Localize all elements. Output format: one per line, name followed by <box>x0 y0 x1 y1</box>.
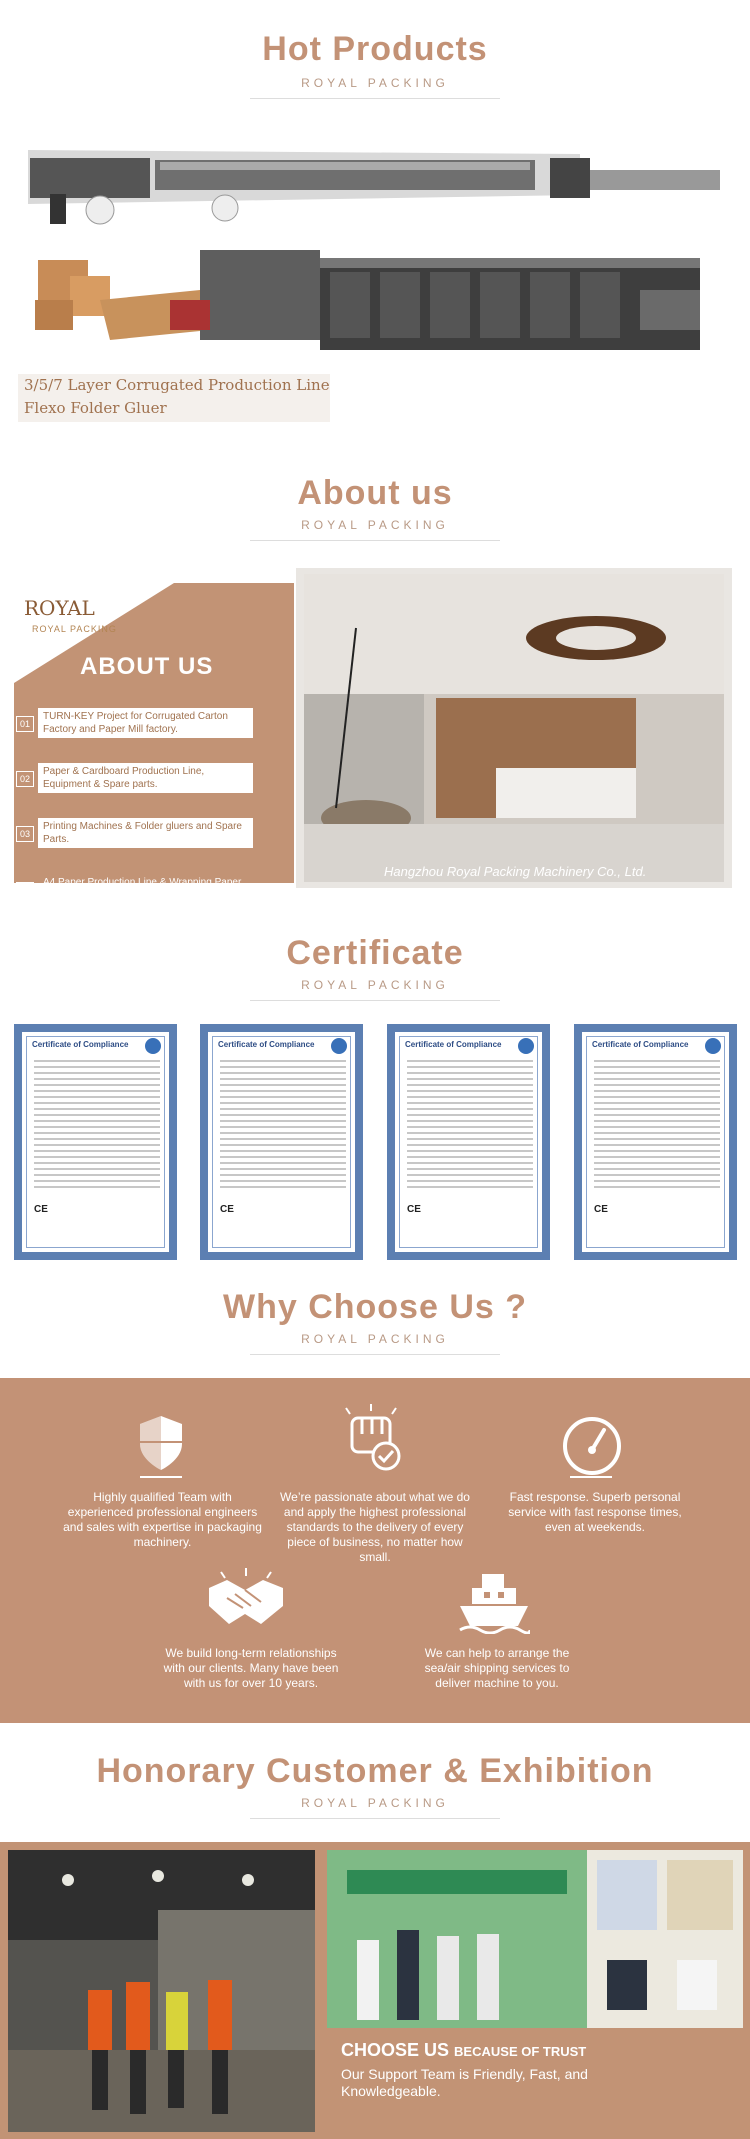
why-item-1: Highly qualified Team with experienced professional engineers and sales with expertise in packaging machinery. <box>63 1490 262 1549</box>
office-photo-caption: Hangzhou Royal Packing Machinery Co., Ltd. <box>384 864 647 879</box>
honorary-subtitle: ROYAL PACKING <box>301 1796 449 1810</box>
about-title: About us <box>297 474 453 512</box>
certificate-subtitle: ROYAL PACKING <box>301 978 449 992</box>
hot-products-subtitle: ROYAL PACKING <box>301 76 449 90</box>
why-divider <box>250 1354 500 1355</box>
choose-us-panel <box>327 2032 743 2132</box>
certificate-card-2: Certificate of Compliance CE <box>200 1024 363 1260</box>
fist-check-icon <box>338 1402 408 1476</box>
certificate-card-3: Certificate of Compliance CE <box>387 1024 550 1260</box>
certificate-card-4: Certificate of Compliance CE <box>574 1024 737 1260</box>
certificate-title: Certificate <box>286 934 464 972</box>
royal-logo: ROYAL <box>24 596 95 620</box>
office-lobby-photo <box>296 568 732 888</box>
cert-logo-icon <box>145 1038 161 1054</box>
why-item-5: We can help to arrange the sea/air shipping services to deliver machine to you. <box>424 1646 570 1690</box>
ship-icon <box>458 1570 530 1634</box>
handshake-icon <box>205 1568 287 1632</box>
royal-logo-sub: ROYAL PACKING <box>32 624 117 634</box>
hot-products-divider <box>250 98 500 99</box>
caption-line-2: Flexo Folder Gluer <box>24 399 167 417</box>
why-subtitle: ROYAL PACKING <box>301 1332 449 1346</box>
honorary-panel <box>0 1842 750 2139</box>
why-item-3: Fast response. Superb personal service with fast response times, even at weekends. <box>508 1490 682 1534</box>
about-panel: ROYAL ROYAL PACKING ABOUT US 01 TURN-KEY Project for Corrugated Carton Factory and Paper Mill factory. 02 Paper & Cardboard Production Line, Equipment & Spare parts. 03 Printing Machines & Folder gluers and Spare Parts. 04 A4 Paper Production Line & Wrapping Paper Roll. Hangzhou Royal Packing Machinery Co., Ltd. <box>14 568 732 898</box>
speedometer-icon <box>560 1414 624 1478</box>
factory-visit-photo <box>8 1850 315 2132</box>
certificate-divider <box>250 1000 500 1001</box>
cert-logo-icon <box>518 1038 534 1054</box>
certificate-card-1: Certificate of Compliance CE <box>14 1024 177 1260</box>
choose-us-text: Our Support Team is Friendly, Fast, and Knowledgeable. <box>341 2066 588 2099</box>
production-line-image <box>20 140 720 380</box>
why-title: Why Choose Us ? <box>222 1288 528 1326</box>
shield-icon <box>136 1414 186 1474</box>
cert-logo-icon <box>331 1038 347 1054</box>
caption-line-1: 3/5/7 Layer Corrugated Production Line <box>24 376 330 394</box>
cert-logo-icon <box>705 1038 721 1054</box>
about-band-heading: ABOUT US <box>80 653 214 680</box>
hot-products-title: Hot Products <box>262 30 488 68</box>
choose-us-heading: CHOOSE US BECAUSE OF TRUST <box>341 2040 587 2060</box>
about-subtitle: ROYAL PACKING <box>301 518 449 532</box>
why-band <box>0 1378 750 1723</box>
honorary-title: Honorary Customer & Exhibition <box>96 1752 654 1790</box>
hot-products-caption <box>18 374 330 422</box>
why-item-2: We’re passionate about what we do and apply the highest professional standards to the delivery of every piece of business, no matter how small. <box>280 1490 470 1564</box>
about-divider <box>250 540 500 541</box>
why-item-4: We build long-term relationships with our clients. Many have been with us for over 10 years. <box>163 1646 339 1690</box>
honorary-divider <box>250 1818 500 1819</box>
exhibition-photo <box>327 1850 743 2028</box>
